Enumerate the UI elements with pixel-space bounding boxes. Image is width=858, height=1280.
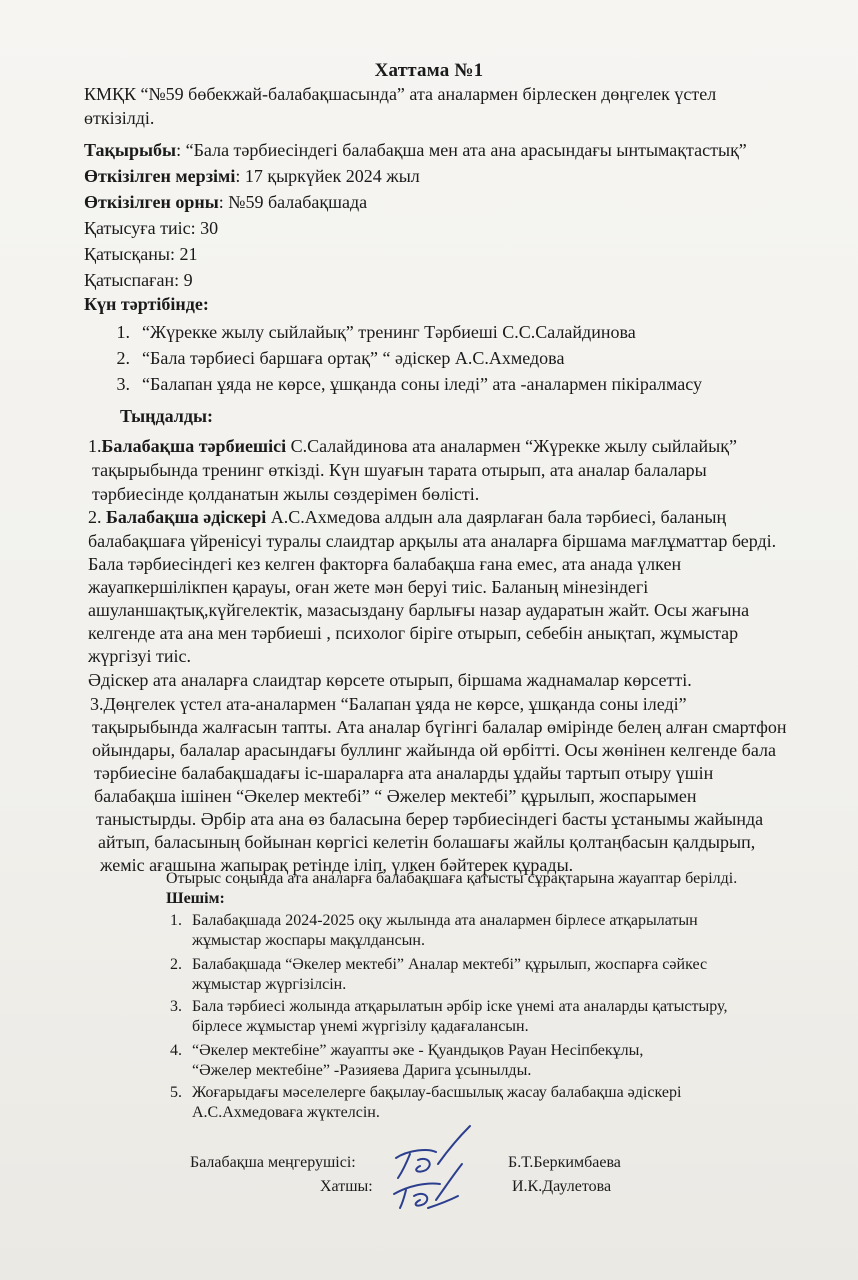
heard-p2-number: 2.	[88, 507, 106, 527]
decision-number: 4.	[170, 1042, 182, 1059]
heard-p3-line: тәрбиесіне балабақшадағы іс-шараларға ата аналарды ұдайы тартып отыру үшін	[94, 763, 714, 783]
heard-p1-line: тақырыбында тренинг өткізді. Күн шуағын тарата отырып, ата аналар балалары	[92, 460, 707, 480]
decision-text: Бала тәрбиесі жолында атқарылатын әрбір іске үнемі ата аналарды қатыстыру,	[192, 998, 728, 1015]
decision-number: 2.	[170, 956, 182, 973]
venue-label: Өткізілген орны	[84, 192, 219, 212]
intro-line-1: КМҚК “№59 бөбекжай-балабақшасында” ата аналармен бірлескен дөңгелек үстел	[84, 84, 717, 104]
agenda-item	[96, 372, 702, 396]
heard-p2-line: балабақшаға үйренісуі туралы слаидтар арқылы ата аналарға біршама мағлұматтар берді.	[88, 531, 777, 551]
decision-text: Балабақшада “Әкелер мектебі” Аналар мектебі” құрылып, жоспарға сәйкес	[192, 956, 708, 973]
heard-p2-role: Балабақша әдіскері	[106, 507, 267, 527]
heard-p3-line: айтып, баласының бойынан көргісі келетін болашағы жайлы қолтаңбасын қалдырып,	[98, 832, 756, 852]
decision-text: А.С.Ахмедоваға жүктелсін.	[192, 1104, 380, 1121]
attendance-absent: Қатыспаған: 9	[84, 270, 193, 290]
heard-p1-text: С.Салайдинова ата аналармен “Жүрекке жылу сыйлайық”	[286, 436, 737, 456]
decision-text: “Әкелер мектебіне” жауапты әке - Қуандықов Рауан Несіпбекұлы,	[192, 1042, 644, 1059]
heard-p1-number: 1.	[88, 436, 102, 456]
date-value: : 17 қыркүйек 2024 жыл	[235, 166, 420, 186]
heard-p2-line: жүргізуі тиіс.	[88, 646, 192, 666]
decision-text: жұмыстар жоспары мақұлдансын.	[192, 932, 425, 949]
handwritten-signatures	[388, 1120, 478, 1212]
date-label: Өткізілген мерзімі	[84, 166, 236, 186]
heard-p2-line: келгенде ата ана мен тәрбиеші , психолог біріге отырып, себебін анықтап, жұмыстар	[88, 623, 739, 643]
decision-number: 5.	[170, 1084, 182, 1101]
document-title: Хаттама №1	[374, 60, 484, 81]
decision-item	[162, 1082, 681, 1104]
head-name: Б.Т.Беркимбаева	[508, 1154, 621, 1171]
heard-p2-text: А.С.Ахмедова алдын ала даярлаған бала тәрбиесі, баланың	[266, 507, 727, 527]
heard-p3-line: балабақша ішінен “Әкелер мектебі” “ Әжелер мектебі” құрылып, жоспарымен	[94, 786, 697, 806]
date-line	[84, 164, 420, 188]
agenda-number: 1.	[116, 322, 130, 342]
topic-line	[84, 138, 747, 162]
heard-p3-line: 3.Дөңгелек үстел ата-аналармен “Балапан ұяда не көрсе, ұшқанда соны іледі”	[90, 694, 687, 714]
decision-heading: Шешім:	[166, 890, 225, 907]
heard-p3-line: тақырыбында жалғасын тапты. Ата аналар бүгінгі балалар өмірінде белең алған смартфон	[92, 717, 787, 737]
attendance-expected: Қатысуға тиіс: 30	[84, 218, 219, 238]
agenda-item	[96, 346, 564, 370]
heard-p2-line-1	[88, 505, 726, 529]
decision-text: бірлесе жұмыстар үнемі жүргізілу қадағалансын.	[192, 1018, 529, 1035]
heard-heading: Тыңдалды:	[120, 406, 214, 426]
decision-text: “Әжелер мектебіне” -Разияева Дарига ұсынылды.	[192, 1062, 532, 1079]
intro-line-2: өткізілді.	[84, 108, 155, 128]
decision-item	[162, 910, 698, 932]
decision-item	[162, 996, 727, 1018]
topic-label: Тақырыбы	[84, 140, 177, 160]
decision-text: Балабақшада 2024-2025 оқу жылында ата аналармен бірлесе атқарылатын	[192, 912, 698, 929]
heard-p1-line-1	[88, 434, 737, 458]
secretary-signature-label: Хатшы:	[320, 1178, 373, 1195]
decision-item	[162, 1040, 643, 1062]
agenda-number: 3.	[116, 374, 130, 394]
venue-line	[84, 190, 367, 214]
heard-p3-line: таныстырды. Әрбір ата ана өз баласына берер тәрбиесіндегі басты ұстанымы жайында	[96, 809, 764, 829]
decision-item	[162, 954, 707, 976]
head-signature-label: Балабақша меңгерушісі:	[190, 1154, 356, 1171]
attendance-present: Қатысқаны: 21	[84, 244, 198, 264]
agenda-number: 2.	[116, 348, 130, 368]
topic-value: : “Бала тәрбиесіндегі балабақша мен ата ана арасындағы ынтымақтастық”	[176, 140, 747, 160]
decision-text: Жоғарыдағы мәселелерге бақылау-басшылық жасау балабақша әдіскері	[192, 1084, 682, 1101]
agenda-text: “Жүрекке жылу сыйлайық” тренинг Тәрбиеші С.С.Салайдинова	[142, 322, 636, 342]
agenda-heading: Күн тәртібінде:	[84, 294, 209, 314]
agenda-text: “Бала тәрбиесі баршаға ортақ” “ әдіскер А.С.Ахмедова	[142, 348, 565, 368]
heard-p2-line: ашуланшақтық,күйгелектік, мазасыздану барлығы назар аударатын жайт. Осы жағына	[88, 600, 750, 620]
heard-p2-line: Әдіскер ата аналарға слаидтар көрсете отырып, біршама жаднамалар көрсетті.	[88, 670, 692, 690]
heard-p1-line: тәрбиесінде қолданатын жылы сөздерімен бөлісті.	[92, 484, 480, 504]
decision-number: 1.	[170, 912, 182, 929]
agenda-item	[96, 320, 636, 344]
decision-number: 3.	[170, 998, 182, 1015]
decision-text: жұмыстар жүргізілсін.	[192, 976, 347, 993]
agenda-text: “Балапан ұяда не көрсе, ұшқанда соны іледі” ата -аналармен пікіралмасу	[142, 374, 703, 394]
secretary-name: И.К.Даулетова	[512, 1178, 612, 1195]
venue-value: : №59 балабақшада	[218, 192, 368, 212]
heard-p2-line: Бала тәрбиесіндегі кез келген факторға балабақша ғана емес, ата анада үлкен	[88, 554, 682, 574]
heard-p1-role: Балабақша тәрбиешісі	[101, 436, 287, 456]
closing-line: Отырыс соңында ата аналарға балабақшаға қатысты сұрақтарына жауаптар берілді.	[166, 870, 738, 887]
heard-p3-line: жеміс ағашына жапырақ ретінде іліп, үлкен бәйтерек құрады.	[100, 855, 574, 875]
heard-p3-line: ойындары, балалар арасындағы буллинг жайында ой өрбітті. Осы жөнінен келгенде бала	[92, 740, 776, 760]
heard-p2-line: жауапкершілікпен қарауы, оған жете мән беруі тиіс. Баланың мінезіндегі	[88, 577, 649, 597]
